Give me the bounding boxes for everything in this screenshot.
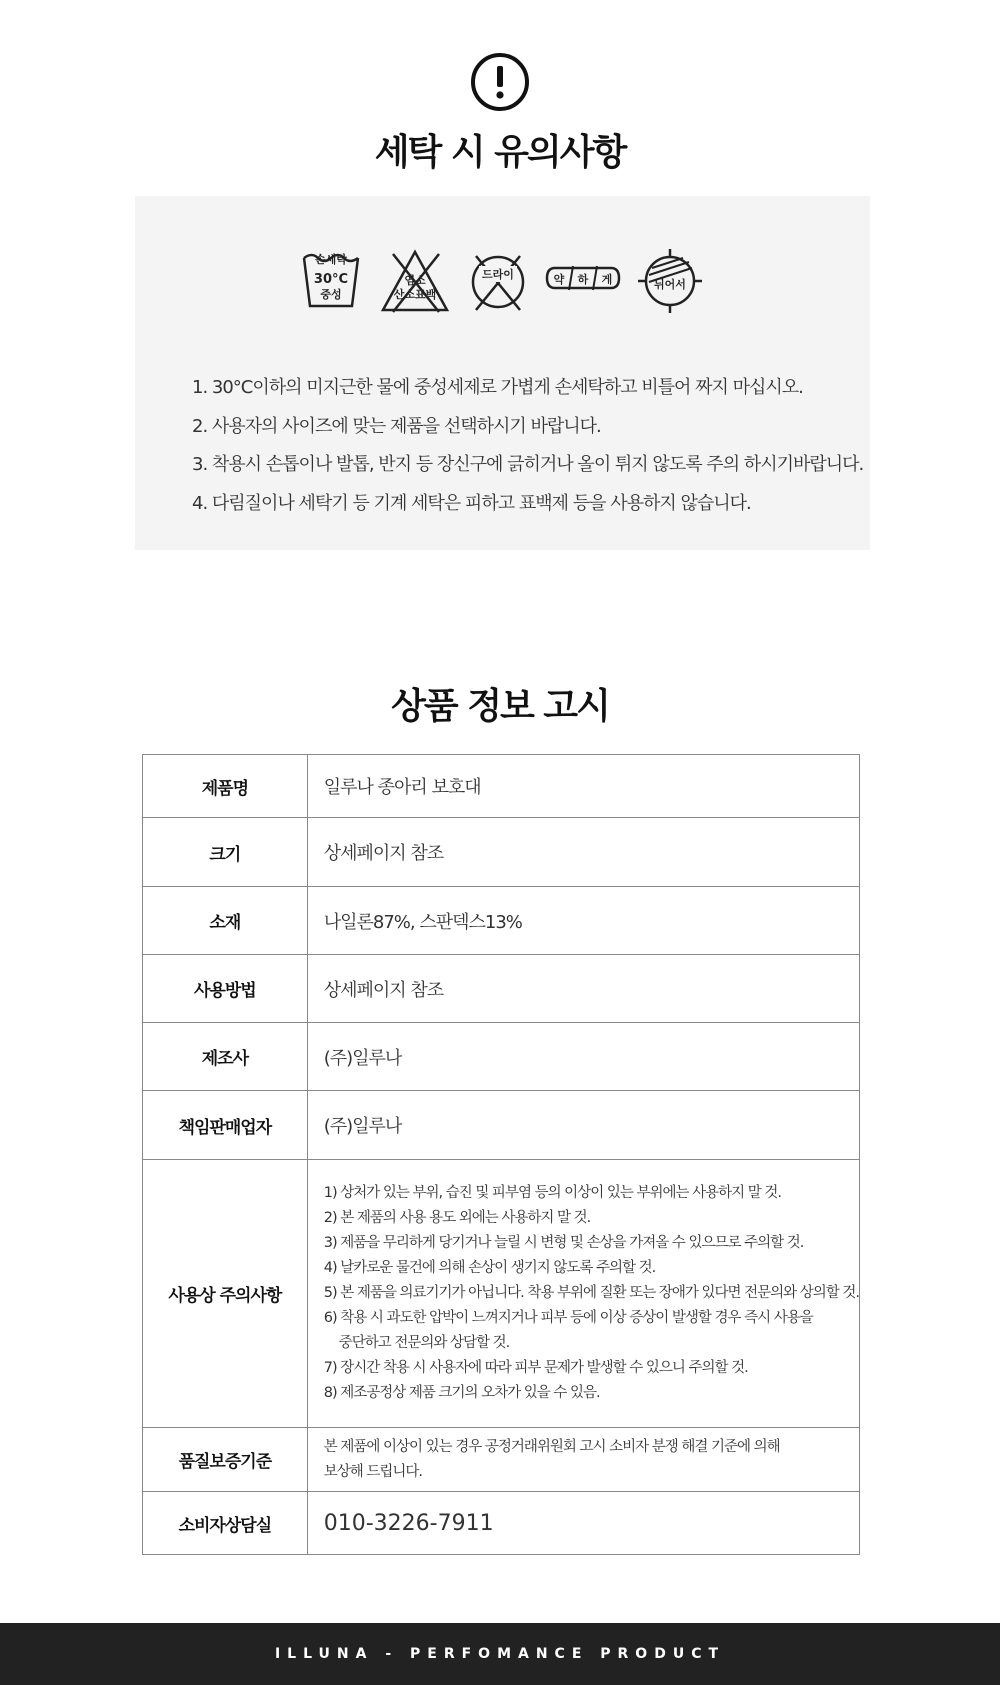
table-row <box>143 1492 860 1555</box>
svg-text:뉘어서: 뉘어서 <box>654 278 686 291</box>
row-value: 나일론87%, 스판덱스13% <box>307 887 859 955</box>
no-chlorine-bleach-icon <box>379 248 451 314</box>
table-row <box>143 1091 860 1160</box>
svg-text:약: 약 <box>553 273 565 286</box>
caution-item: 1. 30°C이하의 미지근한 물에 중성세제로 가볍게 손세탁하고 비틀어 짜지 마십시오. <box>192 377 803 398</box>
row-label: 제품명 <box>143 755 308 818</box>
svg-text:손세탁: 손세탁 <box>315 253 347 266</box>
caution-item: 3. 착용시 손톱이나 발톱, 반지 등 장신구에 긁히거나 올이 튀지 않도록 주의 하시기바랍니다. <box>192 454 864 475</box>
precaution-line: 2) 본 제품의 사용 용도 외에는 사용하지 말 것. <box>323 1210 591 1226</box>
shade-dry-icon <box>637 248 703 314</box>
caution-item: 4. 다림질이나 세탁기 등 기계 세탁은 피하고 표백제 등을 사용하지 않습니다. <box>192 492 751 514</box>
svg-text:산소표백: 산소표백 <box>393 288 437 301</box>
precaution-line: 3) 제품을 무리하게 당기거나 늘릴 시 변형 및 손상을 가져올 수 있으므로 주의할 것. <box>323 1235 804 1251</box>
precaution-line: 7) 장시간 착용 시 사용자에 따라 피부 문제가 발생할 수 있으니 주의할 것. <box>323 1360 748 1376</box>
quality-line: 보상해 드립니다. <box>323 1463 422 1480</box>
precautions-list <box>307 1160 859 1428</box>
footer-banner: ILLUNA - PERFOMANCE PRODUCT <box>0 1623 1000 1685</box>
table-row <box>143 755 860 818</box>
row-label: 소재 <box>143 887 308 955</box>
row-value: (주)일루나 <box>307 1091 859 1160</box>
product-info-table <box>142 754 860 1555</box>
gentle-wring-icon <box>545 248 621 314</box>
svg-text:게: 게 <box>601 273 613 286</box>
care-symbols <box>135 248 870 318</box>
caution-item: 2. 사용자의 사이즈에 맞는 제품을 선택하시기 바랍니다. <box>192 415 601 437</box>
row-label: 품질보증기준 <box>143 1428 308 1492</box>
no-dry-clean-icon <box>469 248 527 314</box>
row-value: (주)일루나 <box>307 1023 859 1091</box>
washing-caution-title: 세탁 시 유의사항 <box>374 132 626 173</box>
svg-text:드라이: 드라이 <box>482 268 514 281</box>
table-row <box>143 887 860 955</box>
consult-phone: 010-3226-7911 <box>307 1492 859 1555</box>
precaution-line: 4) 날카로운 물건에 의해 손상이 생기지 않도록 주의할 것. <box>323 1260 656 1276</box>
row-label: 사용방법 <box>143 955 308 1023</box>
row-label: 소비자상담실 <box>143 1492 308 1555</box>
table-row <box>143 955 860 1023</box>
table-row <box>143 1428 860 1492</box>
row-label: 책임판매업자 <box>143 1091 308 1160</box>
table-row <box>143 818 860 887</box>
svg-text:30°C: 30°C <box>313 272 349 287</box>
hand-wash-30-icon <box>300 248 362 314</box>
precaution-line: 6) 착용 시 과도한 압박이 느껴지거나 피부 등에 이상 증상이 발생할 경우 즉시 사용을 <box>323 1310 813 1326</box>
caution-box <box>135 196 870 550</box>
exclamation-circle-icon <box>470 52 530 112</box>
row-value: 상세페이지 참조 <box>307 818 859 887</box>
row-label: 사용상 주의사항 <box>143 1160 308 1428</box>
table-row <box>143 1023 860 1091</box>
svg-text:염소: 염소 <box>404 274 426 287</box>
row-value: 상세페이지 참조 <box>307 955 859 1023</box>
svg-text:하: 하 <box>577 273 589 286</box>
caution-list <box>192 369 863 523</box>
row-label: 제조사 <box>143 1023 308 1091</box>
precaution-line: 중단하고 전문의와 상담할 것. <box>338 1335 510 1351</box>
precaution-line: 8) 제조공정상 제품 크기의 오차가 있을 수 있음. <box>323 1385 600 1401</box>
svg-text:중성: 중성 <box>320 288 342 301</box>
table-row <box>143 1160 860 1428</box>
quality-standard <box>307 1428 859 1492</box>
row-label: 크기 <box>143 818 308 887</box>
row-value: 일루나 종아리 보호대 <box>307 755 859 818</box>
precaution-line: 5) 본 제품을 의료기기가 아닙니다. 착용 부위에 질환 또는 장애가 있다면 전문의와 상의할 것. <box>323 1285 859 1301</box>
precaution-line: 1) 상처가 있는 부위, 습진 및 피부염 등의 이상이 있는 부위에는 사용하지 말 것. <box>323 1185 781 1201</box>
quality-line: 본 제품에 이상이 있는 경우 공정거래위원회 고시 소비자 분쟁 해결 기준에 의해 <box>323 1438 780 1455</box>
product-info-title: 상품 정보 고시 <box>391 686 609 727</box>
